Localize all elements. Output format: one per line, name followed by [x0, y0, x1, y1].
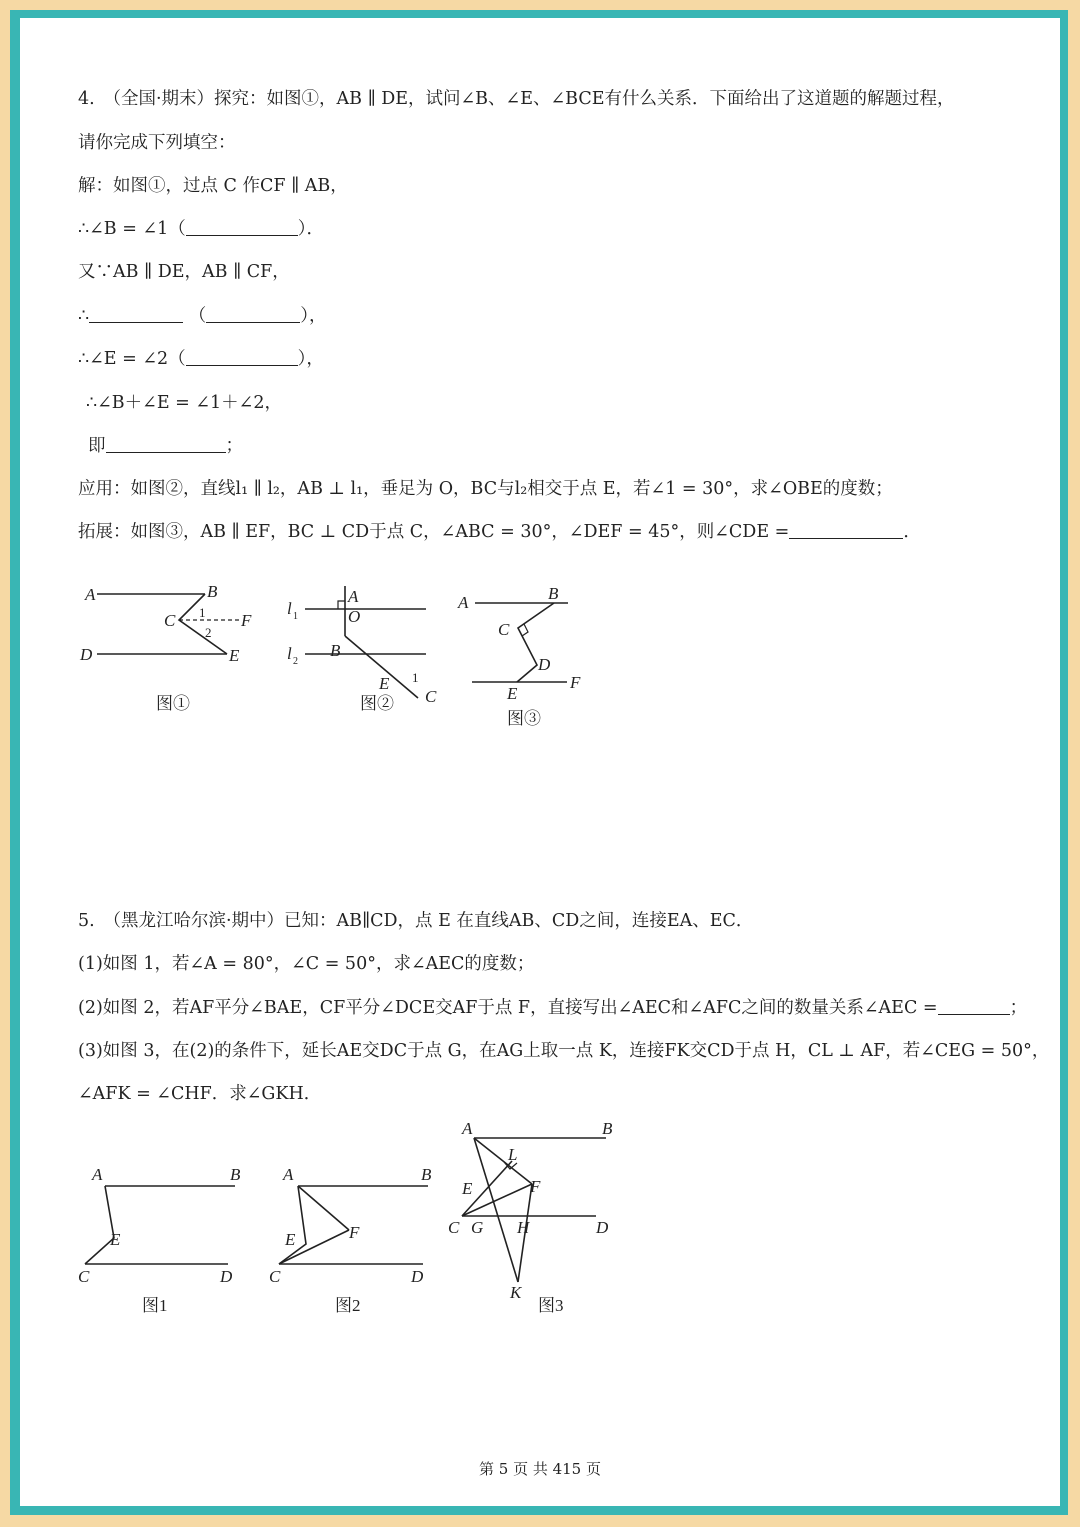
- label-c: C: [498, 620, 510, 639]
- q4-line1: 4. （全国·期末）探究：如图①，AB ∥ DE，试问∠B、∠E、∠BCE有什么关系．下面给出了这道题的解题过程，: [78, 89, 955, 109]
- q5-line4: (3)如图 3，在(2)的条件下，延长AE交DC于点 G，在AG上取一点 K，连接FK交CD于点 H，CL ⊥ AF，若∠CEG = 50°，: [78, 1041, 1050, 1061]
- label-f: F: [349, 1223, 360, 1242]
- q4-line6-paren: （: [188, 306, 207, 326]
- label-k: K: [510, 1283, 522, 1302]
- label-l1: l: [287, 599, 292, 618]
- q4-line10: 应用：如图②，直线l₁ ∥ l₂，AB ⊥ l₁，垂足为 O，BC与l₂相交于点 E，若∠1 = 30°，求∠OBE的度数；: [78, 479, 893, 499]
- page-footer: 第 5 页 共 415 页: [478, 1460, 601, 1478]
- label-b: B: [207, 582, 218, 601]
- label-e: E: [507, 684, 518, 703]
- q4-line7: [78, 348, 324, 370]
- q4-line4: [78, 218, 324, 240]
- label-d: D: [80, 645, 93, 664]
- q4-figure-2: [280, 566, 460, 716]
- label-d: D: [220, 1267, 233, 1286]
- q4-line5: 又∵AB ∥ DE，AB ∥ CF，: [78, 262, 290, 282]
- label-l2: l: [287, 644, 292, 663]
- label-e: E: [110, 1230, 121, 1249]
- answer-blank[interactable]: [186, 349, 298, 366]
- label-o: O: [348, 607, 361, 626]
- label-angle-1: 1: [199, 605, 206, 620]
- label-b: B: [230, 1165, 241, 1184]
- label-c: C: [78, 1267, 90, 1286]
- q5-line1: 5. （黑龙江哈尔滨·期中）已知：AB∥CD，点 E 在直线AB、CD之间，连接EA、EC．: [78, 911, 754, 931]
- q5-figure-2: [265, 1158, 450, 1318]
- q4-line7-end: ），: [297, 349, 324, 369]
- label-l2-subscript: 2: [293, 656, 298, 667]
- q4-line9-end: ；: [225, 436, 243, 456]
- figure-caption: 图3: [538, 1296, 564, 1315]
- label-c: C: [425, 687, 437, 706]
- q4-line7-text: ∴∠E = ∠2（: [78, 349, 186, 369]
- label-a: A: [92, 1165, 103, 1184]
- line-af: [298, 1186, 349, 1230]
- figure-caption: 图1: [142, 1296, 168, 1315]
- label-b: B: [602, 1119, 613, 1138]
- label-a: A: [458, 593, 469, 612]
- q5-figure-3: [440, 1118, 640, 1318]
- label-f: F: [241, 611, 252, 630]
- right-angle-mark: [522, 624, 528, 636]
- answer-blank[interactable]: [938, 998, 1010, 1015]
- q4-line2: 请你完成下列填空：: [78, 133, 236, 153]
- label-a: A: [348, 587, 359, 606]
- answer-blank[interactable]: [206, 306, 300, 323]
- polyline-aec: [85, 1186, 114, 1264]
- label-angle-1: 1: [412, 670, 419, 685]
- label-a: A: [462, 1119, 473, 1138]
- label-e: E: [285, 1230, 296, 1249]
- answer-blank[interactable]: [106, 436, 226, 453]
- polyline-bce: [179, 594, 227, 654]
- figure-caption: 图③: [507, 709, 541, 728]
- answer-blank[interactable]: [89, 306, 183, 323]
- label-b: B: [330, 641, 341, 660]
- q4-line9-text: 即: [88, 436, 106, 456]
- label-f: F: [570, 673, 581, 692]
- q4-line4-end: ）．: [297, 219, 324, 239]
- label-b: B: [421, 1165, 432, 1184]
- q5-line3-end: ；: [1009, 998, 1028, 1018]
- label-f: F: [530, 1177, 541, 1196]
- q4-line6-end: ），: [300, 306, 327, 326]
- q4-line11-text: 拓展：如图③，AB ∥ EF，BC ⊥ CD于点 C，∠ABC = 30°，∠DEF = 45°，则∠CDE =: [78, 522, 790, 542]
- q4-figure-3: [450, 568, 630, 728]
- label-c: C: [164, 611, 176, 630]
- q5-line3-text: (2)如图 2，若AF平分∠BAE，CF平分∠DCE交AF于点 F，直接写出∠AEC和∠AFC之间的数量关系∠AEC =: [78, 998, 938, 1018]
- figure-caption: 图2: [335, 1296, 361, 1315]
- label-a: A: [283, 1165, 294, 1184]
- label-h: H: [517, 1218, 530, 1237]
- q4-line8: ∴∠B＋∠E = ∠1＋∠2，: [86, 393, 282, 413]
- q5-line2: (1)如图 1，若∠A = 80°，∠C = 50°，求∠AEC的度数；: [78, 954, 535, 974]
- label-a: A: [85, 585, 96, 604]
- document-page: [20, 18, 1060, 1506]
- q4-line6-text: ∴: [78, 306, 90, 326]
- q4-line3: 解：如图①，过点 C 作CF ∥ AB，: [78, 176, 348, 196]
- label-c: C: [269, 1267, 281, 1286]
- label-d: D: [596, 1218, 609, 1237]
- label-e: E: [379, 674, 390, 693]
- label-l1-subscript: 1: [293, 611, 298, 622]
- q4-line4-text: ∴∠B = ∠1（: [78, 219, 186, 239]
- q4-line9: [88, 435, 243, 457]
- q4-line11-end: ．: [903, 522, 921, 542]
- figure-caption: 图①: [156, 694, 190, 713]
- figure-caption: 图②: [360, 694, 394, 713]
- answer-blank[interactable]: [186, 219, 298, 236]
- label-e: E: [462, 1179, 473, 1198]
- label-e: E: [229, 646, 240, 665]
- right-angle-mark: [338, 601, 345, 609]
- label-d: D: [538, 655, 551, 674]
- label-c: C: [448, 1218, 460, 1237]
- q5-line5: ∠AFK = ∠CHF．求∠GKH．: [78, 1084, 322, 1104]
- q5-line3: [78, 997, 1027, 1019]
- q4-figure-1: [75, 573, 265, 723]
- label-b: B: [548, 584, 559, 603]
- label-d: D: [411, 1267, 424, 1286]
- line-af: [474, 1138, 532, 1184]
- q4-line11: [78, 521, 921, 543]
- answer-blank[interactable]: [789, 522, 903, 539]
- label-l: L: [508, 1145, 518, 1164]
- label-angle-2: 2: [205, 625, 212, 640]
- q4-line6: [78, 305, 326, 327]
- q5-figure-1: [70, 1158, 255, 1318]
- label-g: G: [471, 1218, 484, 1237]
